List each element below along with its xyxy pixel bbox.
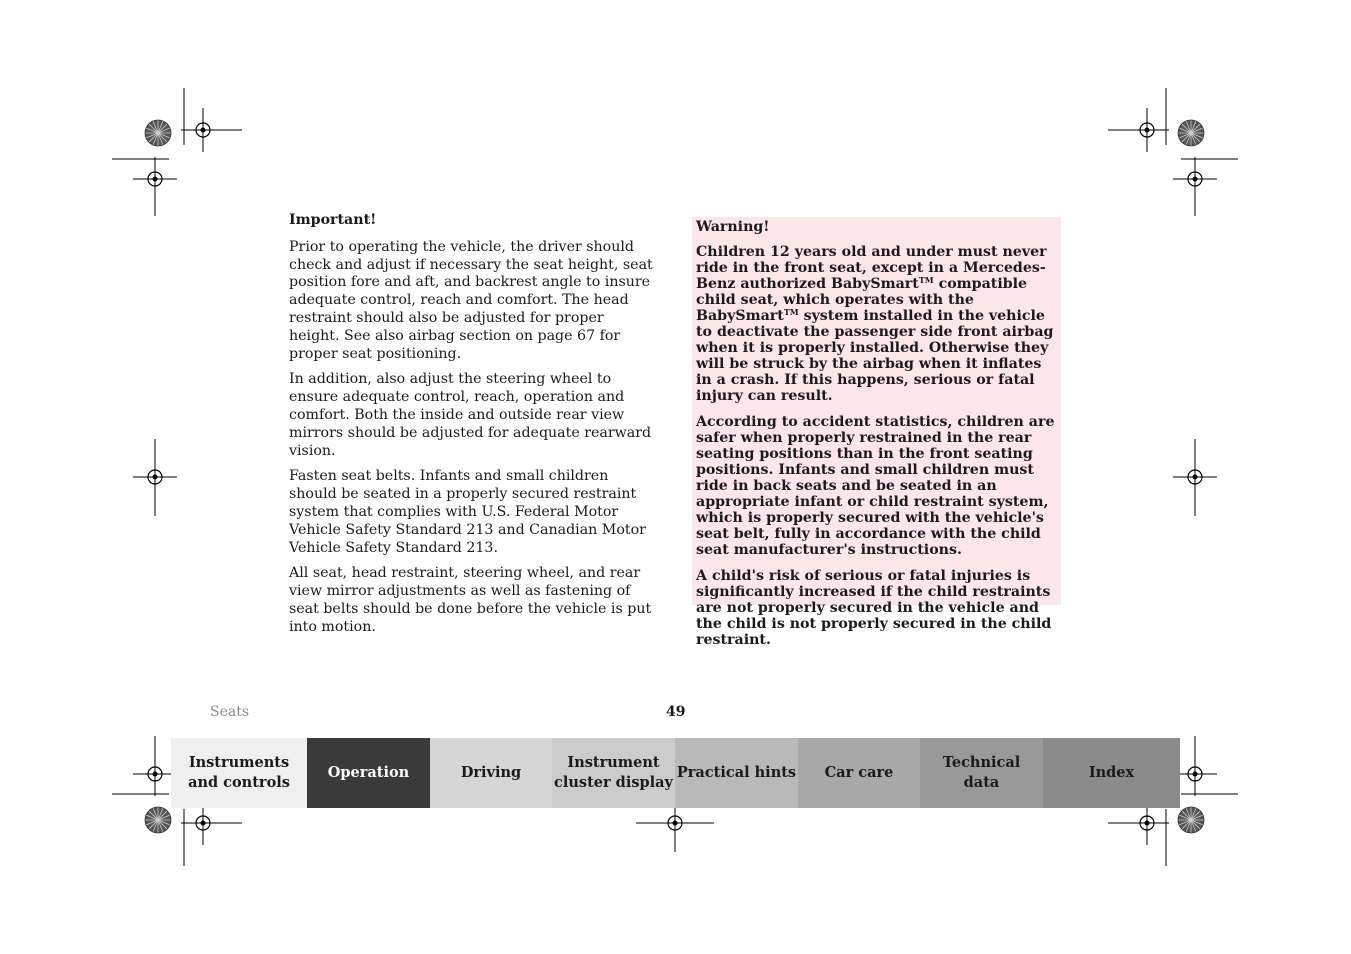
warning-heading: Warning! — [696, 219, 770, 235]
tab-index[interactable]: Index — [1043, 738, 1180, 808]
tab-technical-data[interactable]: Technical data — [920, 738, 1043, 808]
warning-text-part-b: compatible child seat, which operates with the BabySmart — [696, 276, 1028, 324]
important-heading: Important! — [289, 212, 377, 228]
tab-car-care[interactable]: Car care — [798, 738, 920, 808]
tab-practical-hints[interactable]: Practical hints — [675, 738, 798, 808]
warning-box — [692, 217, 1061, 648]
tab-instruments-and-controls[interactable]: Instruments and controls — [171, 738, 307, 808]
warning-paragraph-2: According to accident statistics, children are safer when properly restrained in the rear seating positions than in the front seating positions. Infants and small children must ride in back seats and be seated in an appropriate infant or child restraint system, which is properly secured with the vehicle's seat belt, fully in accordance with the child seat manufacturer's instructions. — [696, 414, 1055, 558]
tab-instrument-cluster-display[interactable]: Instrument cluster display — [552, 738, 675, 808]
section-tab-bar — [171, 738, 1180, 808]
important-paragraph-2: In addition, also adjust the steering wheel to ensure adequate control, reach, operation and comfort. Both the inside and outside rear view mirrors should be adjusted for adequate rearward vision. — [289, 371, 652, 459]
warning-paragraph-3: A child's risk of serious or fatal injuries is significantly increased if the child restraints are not properly secured in the vehicle and the child is not properly secured in the child restraint. — [696, 568, 1052, 648]
important-section — [289, 212, 657, 645]
warning-text-part-a: Children 12 years old and under must never ride in the front seat, except in a Mercedes-Benz authorized BabySmart — [696, 244, 1047, 292]
tab-driving[interactable]: Driving — [430, 738, 552, 808]
page-number: 49 — [666, 704, 686, 720]
important-paragraph-4: All seat, head restraint, steering wheel, and rear view mirror adjustments as well as fastening of seat belts should be done before the vehicle is put into motion. — [289, 565, 652, 635]
trademark-mark: TM — [783, 307, 799, 317]
trademark-mark: TM — [918, 275, 934, 285]
important-paragraph-3: Fasten seat belts. Infants and small children should be seated in a properly secured restraint system that complies with U.S. Federal Motor Vehicle Safety Standard 213 and Canadian Motor Vehicle Safety Standard 213. — [289, 468, 646, 556]
section-name: Seats — [210, 704, 250, 720]
warning-paragraph-1 — [696, 244, 1057, 404]
important-paragraph-1: Prior to operating the vehicle, the driver should check and adjust if necessary the seat height, seat position fore and aft, and backrest angle to insure adequate control, reach and comfort. The head restraint should also be adjusted for proper height. See also airbag section on page 67 for proper seat positioning. — [289, 238, 653, 362]
warning-text-part-c: system installed in the vehicle to deactivate the passenger side front airbag when it is properly installed. Otherwise they will be struck by the airbag when it inflates in a crash. If this happens, serious or fatal injury can result. — [696, 308, 1054, 404]
tab-operation[interactable]: Operation — [307, 738, 430, 808]
